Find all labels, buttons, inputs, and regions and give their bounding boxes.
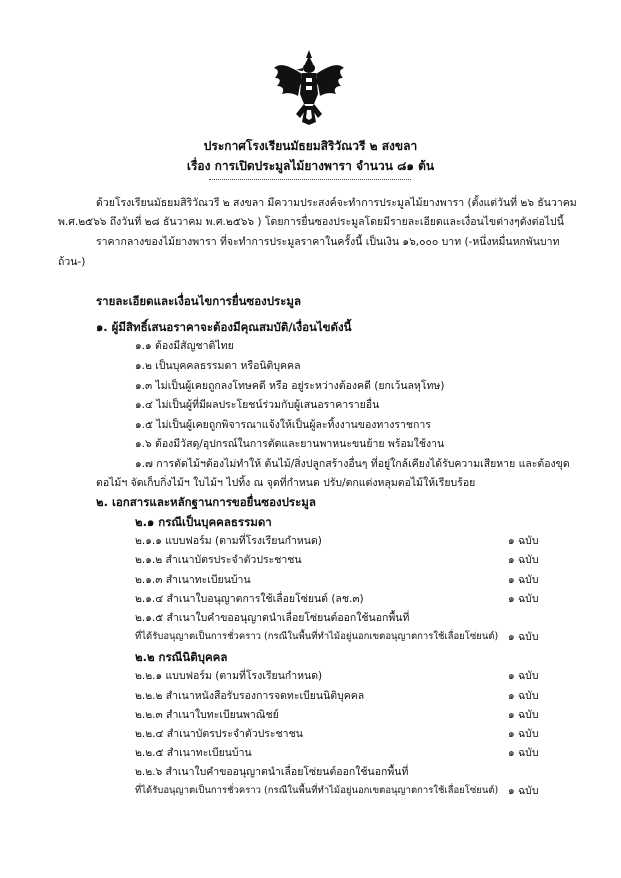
quantity-label: ๑ ฉบับ [508,535,539,547]
section-2-2-item: ๒.๒.๑ แบบฟอร์ม (ตามที่โรงเรียนกำหนด) [135,670,323,682]
section-2-2-item: ๒.๒.๓ สำเนาใบทะเบียนพาณิชย์ [135,709,279,721]
details-heading: รายละเอียดและเงื่อนไขการยื่นซองประมูล [96,294,302,308]
section-2-2-item: ๒.๒.๒ สำเนาหนังสือรับรองการจดทะเบียนนิติบุคคล [135,690,365,702]
section-1-item-7-line-1: ๑.๗ การตัดไม้ฯต้องไม่ทำให้ ต้นไม้/สิ่งปลูกสร้างอื่นๆ ที่อยู่ใกล้เคียงได้รับความเสียหาย และต้องขุด [135,458,570,470]
quantity-label: ๑ ฉบับ [508,593,539,605]
section-2-1-item-5-line-1: ๒.๑.๕ สำเนาใบคำขออนุญาตนำเลื่อยโซ่ยนต์ออกใช้นอกพื้นที่ [135,612,410,624]
intro-paragraph-1-line-2: พ.ศ.๒๕๖๖ ถึงวันที่ ๒๘ ธันวาคม พ.ศ.๒๕๖๖ ) โดยการยื่นซองประมูลโดยมีรายละเอียดและเงื่อนไขต่างๆดังต่อไปนี้ [58,216,564,228]
section-2-heading: ๒. เอกสารและหลักฐานการขอยื่นซองประมูล [96,495,316,509]
section-2-2-heading: ๒.๒ กรณีนิติบุคคล [135,650,228,664]
section-2-1-item-5-line-2: ที่ได้รับอนุญาตเป็นการชั่วคราว (กรณีในพื้นที่ทำไม้อยู่นอกเขตอนุญาตการใช้เลื่อยโซ่ยนต์) [135,631,499,642]
section-2-1-item: ๒.๑.๒ สำเนาบัตรประจำตัวประชาชน [135,554,302,566]
quantity-label: ๑ ฉบับ [508,709,539,721]
quantity-label: ๑ ฉบับ [508,690,539,702]
section-2-1-heading: ๒.๑ กรณีเป็นบุคคลธรรมดา [135,515,272,529]
section-1-item-7-line-2: ตอไม้ฯ จัดเก็บกิ่งไม้ฯ ใบไม้ฯ ไปทิ้ง ณ จุดที่กำหนด ปรับ/ตกแต่งหลุมตอไม้ให้เรียบร้อย [96,477,476,489]
announcement-subject: เรื่อง การเปิดประมูลไม้ยางพารา จำนวน ๘๑ ต้น [186,159,435,173]
section-2-2-item: ๒.๒.๔ สำเนาบัตรประจำตัวประชาชน [135,728,303,740]
garuda-emblem [272,48,346,126]
section-1-item: ๑.๔ ไม่เป็นผู้ที่มีผลประโยชน์ร่วมกับผู้เสนอราคารายอื่น [135,399,380,411]
section-2-1-item: ๒.๑.๑ แบบฟอร์ม (ตามที่โรงเรียนกำหนด) [135,535,322,547]
section-1-item: ๑.๑ ต้องมีสัญชาติไทย [135,340,234,352]
quantity-label: ๑ ฉบับ [508,747,539,759]
intro-paragraph-2-line-2: ถ้วน-) [58,256,86,268]
section-1-item: ๑.๒ เป็นบุคคลธรรมดา หรือนิติบุคคล [135,360,301,372]
quantity-label: ๑ ฉบับ [508,631,539,643]
quantity-label: ๑ ฉบับ [508,554,539,566]
section-1-item: ๑.๕ ไม่เป็นผู้เคยถูกพิจารณาแจ้งให้เป็นผู้ละทิ้งงานของทางราชการ [135,419,431,431]
announcement-title: ประกาศโรงเรียนมัธยมสิริวัณวรี ๒ สงขลา [203,139,418,153]
quantity-label: ๑ ฉบับ [508,670,539,682]
quantity-label: ๑ ฉบับ [508,728,539,740]
quantity-label: ๑ ฉบับ [508,785,539,797]
section-1-item: ๑.๓ ไม่เป็นผู้เคยถูกลงโทษคดี หรือ อยู่ระหว่างต้องคดี (ยกเว้นลหุโทษ) [135,380,445,392]
section-2-1-item: ๒.๑.๓ สำเนาทะเบียนบ้าน [135,574,251,586]
section-2-2-item: ๒.๒.๕ สำเนาทะเบียนบ้าน [135,747,252,759]
section-1-item: ๑.๖ ต้องมีวัสดุ/อุปกรณ์ในการตัดและยานพาหนะขนย้าย พร้อมใช้งาน [135,438,445,450]
section-2-1-item: ๒.๑.๔ สำเนาใบอนุญาตการใช้เลื่อยโซ่ยนต์ (ลช.๓) [135,593,364,605]
section-1-heading: ๑. ผู้มีสิทธิ์เสนอราคาจะต้องมีคุณสมบัติ/เงื่อนไขดังนี้ [96,320,352,334]
intro-paragraph-2-line-1: ราคากลางของไม้ยางพารา ที่จะทำการประมูลราคาในครั้งนี้ เป็นเงิน ๑๖,๐๐๐ บาท (-หนึ่งหมื่นหกพันบาท [96,236,560,248]
quantity-label: ๑ ฉบับ [508,574,539,586]
section-2-2-item-6-line-2: ที่ได้รับอนุญาตเป็นการชั่วคราว (กรณีในพื้นที่ทำไม้อยู่นอกเขตอนุญาตการใช้เลื่อยโซ่ยนต์) [135,785,499,796]
section-2-2-item-6-line-1: ๒.๒.๖ สำเนาใบคำขออนุญาตนำเลื่อยโซ่ยนต์ออกใช้นอกพื้นที่ [135,766,409,778]
title-divider [209,179,411,180]
intro-paragraph-1-line-1: ด้วยโรงเรียนมัธยมสิริวัณวรี ๒ สงขลา มีความประสงค์จะทำการประมูลไม้ยางพารา (ตั้งแต่วันที่ ๒๖ ธันวาคม [96,197,577,209]
